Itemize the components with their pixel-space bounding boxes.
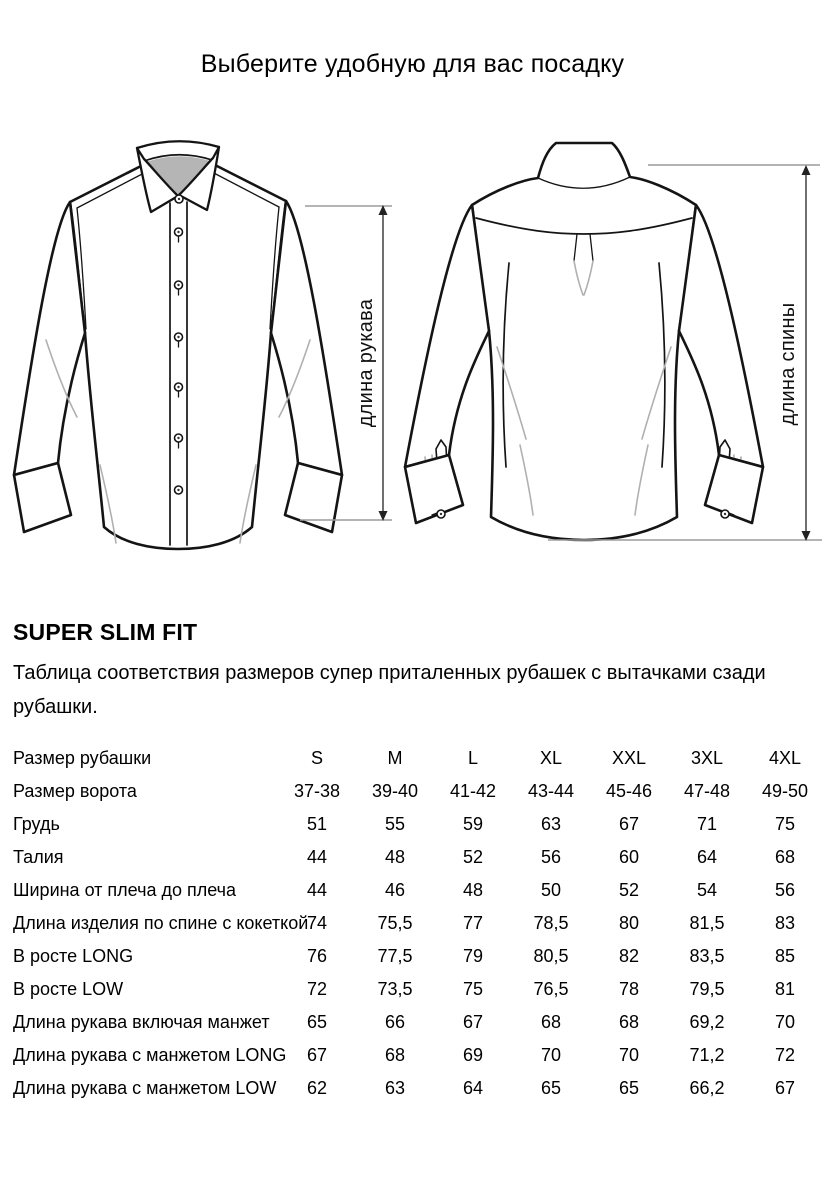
back-body [472, 143, 696, 540]
table-row [13, 1039, 824, 1072]
front-sleeve-right [271, 201, 342, 475]
cell-value: M [387, 748, 403, 768]
cell-value: 45-46 [605, 781, 653, 801]
cell-value: 54 [696, 880, 718, 900]
cell-value: 56 [774, 880, 796, 900]
section-heading: SUPER SLIM FIT [13, 619, 198, 645]
cell-value: 76 [306, 946, 328, 966]
row-label: Грудь [13, 814, 60, 834]
cell-value: 70 [774, 1012, 796, 1032]
cell-value: 64 [696, 847, 718, 867]
size-table-body [13, 742, 824, 1105]
cell-value: 41-42 [449, 781, 497, 801]
section-description: Таблица соответствия размеров супер приталенных рубашек с вытачками сзади рубашки. [13, 662, 766, 718]
cell-value: 72 [306, 979, 328, 999]
table-row [13, 1006, 824, 1039]
cell-value: 46 [384, 880, 406, 900]
cell-value: 52 [462, 847, 484, 867]
front-cuff-right [285, 463, 342, 532]
back-length-label: длина спины [777, 302, 799, 426]
cell-value: 73,5 [377, 979, 413, 999]
row-label: В росте LONG [13, 946, 134, 966]
cell-value: 70 [540, 1045, 562, 1065]
arrow-up-icon [802, 165, 811, 175]
cell-value: 74 [306, 913, 328, 933]
cell-value: 67 [774, 1078, 796, 1098]
cell-value: 66,2 [689, 1078, 725, 1098]
back-sleeve-left [405, 205, 489, 467]
cell-value: 52 [618, 880, 640, 900]
cell-value: 75 [774, 814, 796, 834]
size-table [13, 742, 824, 1105]
cell-value: 56 [540, 847, 562, 867]
row-label: Размер рубашки [13, 748, 152, 768]
row-label: Длина рукава включая манжет [13, 1012, 270, 1032]
cell-value: 48 [462, 880, 484, 900]
table-row [13, 808, 824, 841]
table-row [13, 1072, 824, 1105]
row-label: Размер ворота [13, 781, 137, 801]
cell-value: 81 [774, 979, 796, 999]
cell-value: 68 [540, 1012, 562, 1032]
table-row [13, 973, 824, 1006]
cell-value: 43-44 [527, 781, 575, 801]
page-title: Выберите удобную для вас посадку [200, 50, 625, 78]
cell-value: 49-50 [761, 781, 809, 801]
cell-value: 72 [774, 1045, 796, 1065]
cell-value: S [310, 748, 323, 768]
cell-value: 67 [462, 1012, 484, 1032]
cell-value: 78,5 [533, 913, 569, 933]
cell-value: 70 [618, 1045, 640, 1065]
row-label: Талия [13, 847, 64, 867]
cell-value: 80,5 [533, 946, 569, 966]
cell-value: 51 [306, 814, 328, 834]
cell-value: 60 [618, 847, 640, 867]
cell-value: 48 [384, 847, 406, 867]
cell-value: 4XL [768, 748, 802, 768]
cell-value: 68 [384, 1045, 406, 1065]
cell-value: 82 [618, 946, 640, 966]
cell-value: 64 [462, 1078, 484, 1098]
cell-value: 44 [306, 880, 328, 900]
table-row [13, 775, 824, 808]
cell-value: 71 [696, 814, 718, 834]
cell-value: 55 [384, 814, 406, 834]
row-label: В росте LOW [13, 979, 124, 999]
cell-value: 78 [618, 979, 640, 999]
table-row [13, 742, 824, 775]
cell-value: 65 [306, 1012, 328, 1032]
cell-value: 3XL [690, 748, 724, 768]
cell-value: 83 [774, 913, 796, 933]
back-shirt-drawing [405, 143, 763, 540]
cell-value: 69 [462, 1045, 484, 1065]
table-row [13, 940, 824, 973]
row-label: Длина рукава с манжетом LONG [13, 1045, 287, 1065]
cell-value: 47-48 [683, 781, 731, 801]
table-row [13, 841, 824, 874]
cell-value: 65 [540, 1078, 562, 1098]
cell-value: 50 [540, 880, 562, 900]
cell-value: 79 [462, 946, 484, 966]
back-cuff-left [405, 455, 463, 523]
cell-value: 37-38 [293, 781, 341, 801]
cell-value: 62 [306, 1078, 328, 1098]
table-row [13, 907, 824, 940]
front-collar-band [137, 141, 219, 148]
cell-value: 77,5 [377, 946, 413, 966]
sleeve-length-label: длина рукава [355, 298, 377, 428]
cell-value: XL [539, 748, 563, 768]
cell-value: 44 [306, 847, 328, 867]
cell-value: 68 [774, 847, 796, 867]
cell-value: 71,2 [689, 1045, 725, 1065]
cell-value: 76,5 [533, 979, 569, 999]
cell-value: 63 [384, 1078, 406, 1098]
cell-value: 65 [618, 1078, 640, 1098]
cell-value: 85 [774, 946, 796, 966]
row-label: Длина рукава с манжетом LOW [13, 1078, 277, 1098]
cell-value: 63 [540, 814, 562, 834]
cell-value: 67 [618, 814, 640, 834]
cell-value: 77 [462, 913, 484, 933]
back-cuff-right [705, 455, 763, 523]
front-shirt-drawing [14, 141, 342, 549]
cell-value: 67 [306, 1045, 328, 1065]
cell-value: 59 [462, 814, 484, 834]
cell-value: XXL [611, 748, 647, 768]
shirt-size-diagram [0, 115, 825, 575]
table-row [13, 874, 824, 907]
cell-value: L [467, 748, 478, 768]
cell-value: 75 [462, 979, 484, 999]
row-label: Ширина от плеча до плеча [13, 880, 237, 900]
cell-value: 68 [618, 1012, 640, 1032]
cell-value: 79,5 [689, 979, 725, 999]
cell-value: 81,5 [689, 913, 725, 933]
cell-value: 80 [618, 913, 640, 933]
front-sleeve-left [14, 202, 85, 475]
front-cuff-left [14, 463, 71, 532]
cell-value: 66 [384, 1012, 406, 1032]
cell-value: 69,2 [689, 1012, 725, 1032]
back-sleeve-right [679, 205, 763, 467]
cell-value: 75,5 [377, 913, 413, 933]
cell-value: 39-40 [371, 781, 419, 801]
row-label: Длина изделия по спине с кокеткой [13, 913, 309, 933]
cell-value: 83,5 [689, 946, 725, 966]
